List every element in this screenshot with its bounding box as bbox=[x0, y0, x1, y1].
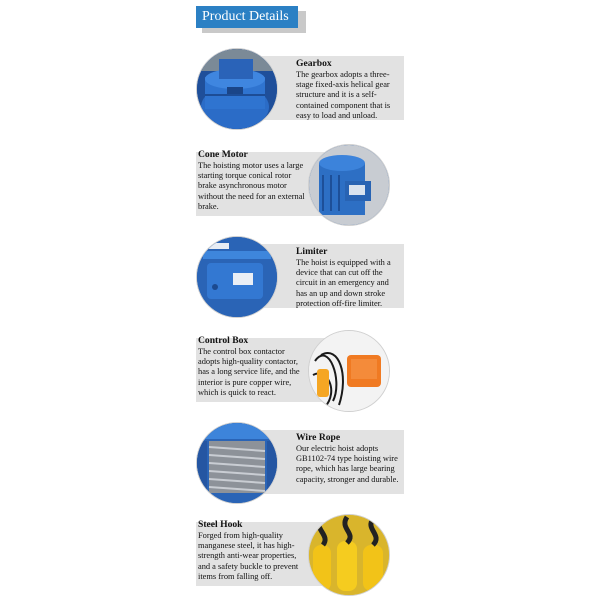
detail-description: The control box contactor adopts high-quality contactor, has a long service life, and the interior is pure copper wire, which is quick to react. bbox=[198, 347, 300, 397]
detail-title: Limiter bbox=[296, 246, 328, 257]
detail-row-limiter bbox=[196, 236, 404, 318]
detail-description: The hoisting motor uses a large starting torque conical rotor brake asynchronous motor without the need for an external brake. bbox=[198, 161, 305, 211]
detail-text bbox=[296, 246, 402, 309]
detail-title: Steel Hook bbox=[198, 519, 243, 530]
detail-text bbox=[198, 335, 308, 398]
detail-text bbox=[198, 519, 308, 582]
detail-row-control-box bbox=[196, 330, 404, 412]
detail-title: Wire Rope bbox=[296, 432, 341, 443]
detail-text bbox=[198, 149, 308, 212]
product-details-header bbox=[196, 6, 308, 28]
steel-hook-photo-icon bbox=[308, 514, 390, 596]
gearbox-photo-icon bbox=[196, 48, 278, 130]
detail-text bbox=[296, 432, 402, 485]
detail-description: The gearbox adopts a three-stage fixed-axis helical gear structure and it is a self-contained component that is easy to load and unload. bbox=[296, 70, 391, 120]
detail-title: Gearbox bbox=[296, 58, 332, 69]
header-title: Product Details bbox=[196, 6, 298, 28]
detail-title: Cone Motor bbox=[198, 149, 248, 160]
detail-row-steel-hook bbox=[196, 514, 404, 596]
detail-row-gearbox bbox=[196, 48, 404, 130]
detail-text bbox=[296, 58, 402, 121]
detail-description: Our electric hoist adopts GB1102-74 type hoisting wire rope, which has large bearing capacity, stronger and durable. bbox=[296, 444, 399, 484]
limiter-photo-icon bbox=[196, 236, 278, 318]
detail-row-cone-motor bbox=[196, 144, 404, 226]
detail-title: Control Box bbox=[198, 335, 249, 346]
detail-row-wire-rope bbox=[196, 422, 404, 504]
detail-description: The hoist is equipped with a device that can cut off the circuit in an emergency and has an up and down stroke protection off-fire limiter. bbox=[296, 258, 391, 308]
wire-rope-photo-icon bbox=[196, 422, 278, 504]
control-box-photo-icon bbox=[308, 330, 390, 412]
detail-description: Forged from high-quality manganese steel, it has high-strength anti-wear properties, and a safety buckle to prevent items from falling off. bbox=[198, 531, 299, 581]
cone-motor-photo-icon bbox=[308, 144, 390, 226]
